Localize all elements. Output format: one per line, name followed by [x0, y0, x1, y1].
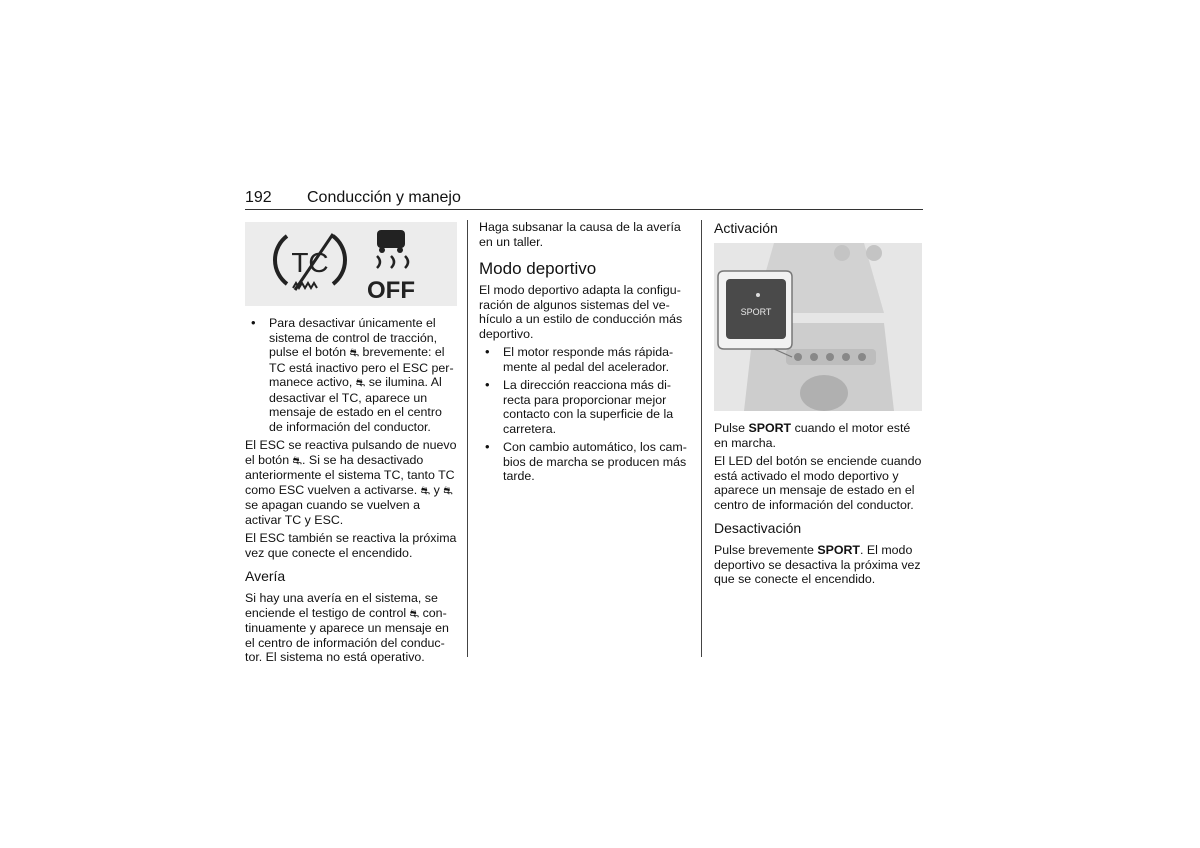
- paragraph: El ESC se reactiva pulsando de nuevo el botón ⛐. Si se ha desactivado anteriormente el sistema TC, tanto TC como ESC vuelven a activarse. ⛐ y ⛐ se apagan cuando se vuelven a activar TC y ESC.: [245, 438, 457, 527]
- section-heading-averia: Avería: [245, 568, 286, 584]
- paragraph: Si hay una avería en el sistema, se enciende el testigo de control ⛐ continuamente y aparece un mensaje en el centro de información del conductor. El sistema no está operativo.: [245, 591, 449, 664]
- section-heading-desactivacion: Desactivación: [714, 520, 802, 536]
- sport-button-photo: [714, 243, 922, 411]
- paragraph: Pulse SPORT cuando el motor esté en marcha.: [714, 421, 911, 450]
- svg-text:OFF: OFF: [367, 277, 415, 302]
- list-item: • Para desactivar únicamente el sistema de control de tracción, pulse el botón ⛐ brevemente: el TC está inactivo pero el ESC permanece activo, ⛐ se ilumina. Al desactivar el TC, aparece un mensaje de estado en el centro de información del conductor.: [245, 316, 457, 434]
- paragraph: Pulse brevemente SPORT. El modo deportivo se desactiva la próxima vez que se conecte el encendido.: [714, 543, 921, 586]
- esc-off-icon: ⛐: [355, 377, 366, 389]
- tc-bullets: [245, 316, 457, 434]
- column-2: [479, 220, 691, 488]
- section-heading-activacion: Activación: [714, 220, 778, 236]
- page-header: [245, 189, 923, 210]
- traction-control-icon: ⛐: [349, 347, 360, 359]
- svg-text:TC: TC: [291, 247, 329, 278]
- list-item: • El motor responde más rápidamente al pedal del acelerador.: [479, 345, 691, 374]
- list-item: • Con cambio automático, los cambios de marcha se producen más tarde.: [479, 440, 691, 484]
- paragraph: El modo deportivo adapta la configuración de algunos sistemas del vehículo a un estilo de conducción más deportivo.: [479, 283, 683, 341]
- paragraph: El LED del botón se enciende cuando está activado el modo deportivo y aparece un mensaje de estado en el centro de información del conductor.: [714, 454, 922, 512]
- esc-off-icon: [363, 226, 423, 302]
- sport-mode-bullets: [479, 345, 691, 484]
- column-divider: [701, 220, 702, 657]
- traction-control-icon: ⛐: [292, 454, 303, 467]
- traction-control-icon: ⛐: [443, 484, 453, 497]
- paragraph: Haga subsanar la causa de la avería en un taller.: [479, 220, 681, 249]
- column-3: [714, 220, 926, 591]
- column-1: [245, 222, 457, 669]
- tc-warning-icon: [245, 222, 457, 306]
- paragraph: El ESC también se reactiva la próxima vez que conecte el encendido.: [245, 531, 457, 560]
- section-heading-modo-deportivo: Modo deportivo: [479, 259, 597, 278]
- warning-icons-figure: [245, 222, 457, 306]
- svg-text:SPORT: SPORT: [740, 307, 772, 317]
- page-number: 192: [245, 189, 272, 206]
- traction-control-icon: ⛐: [409, 607, 420, 620]
- list-item: • La dirección reacciona más directa para proporcionar mejor contacto con la superficie de la carretera.: [479, 378, 691, 436]
- column-divider: [467, 220, 468, 657]
- chapter-title: Conducción y manejo: [307, 189, 461, 206]
- esc-off-icon: ⛐: [420, 484, 431, 497]
